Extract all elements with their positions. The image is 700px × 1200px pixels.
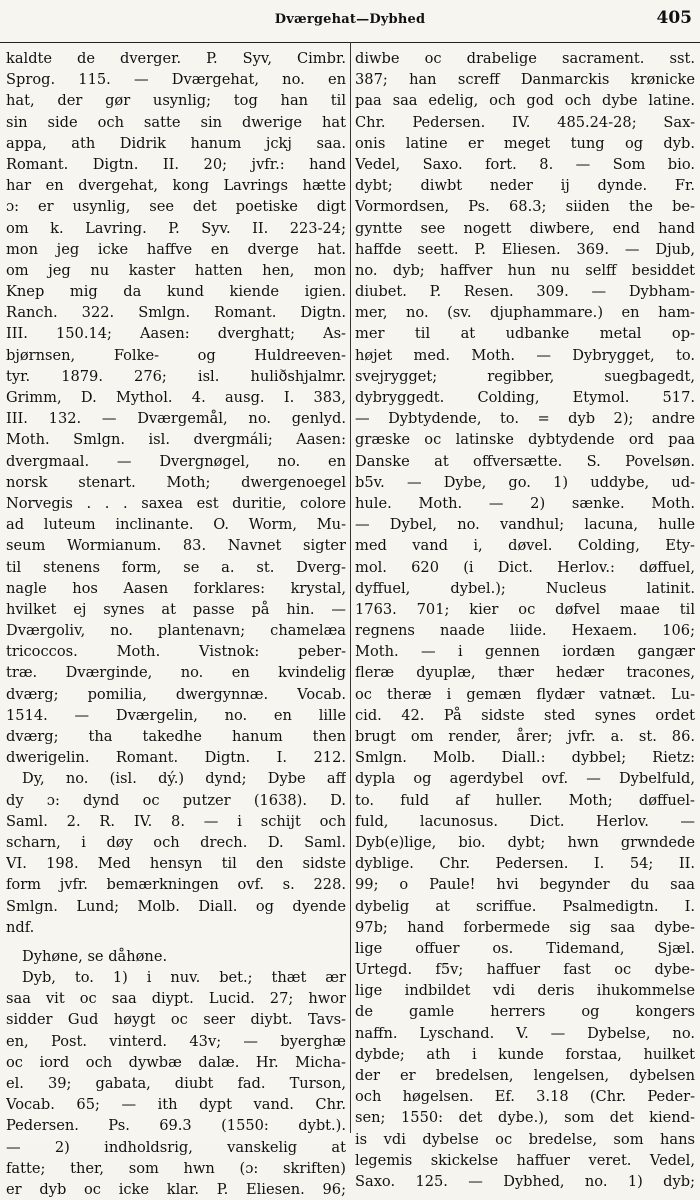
text-line: Vocab. 65; — ith dypt vand. Chr. [6, 1096, 346, 1114]
text-line: har en dvergehat, kong Lavrings hætte [6, 177, 346, 195]
column-divider [350, 42, 351, 1133]
text-line: legemis skickelse haffuer veret. Vedel, [355, 1151, 695, 1169]
text-line: el. 39; gabata, diubt fad. Turson, [6, 1075, 346, 1092]
text-line: sidder Gud høygt oc seer diybt. Tavs- [6, 1011, 346, 1029]
text-line: Norvegis . . . saxea est duritie, colore [6, 494, 346, 512]
text-line: appa, ath Didrik hanum jckj saa. [6, 134, 346, 152]
text-line: dybt; diwbt neder ij dynde. Fr. [355, 177, 695, 195]
text-line: Grimm, D. Mythol. 4. ausg. I. 383, [6, 389, 346, 406]
text-line: paa saa edelig, och god och dybe latine. [355, 92, 695, 110]
text-line: Chr. Pedersen. IV. 485.24-28; Sax- [355, 113, 695, 131]
text-line: dyffuel, dybel.); Nucleus latinit. [355, 579, 695, 597]
text-line: de gamle herrers og kongers [355, 1003, 695, 1021]
text-line: Dyb(e)lige, bio. dybt; hwn grwndede [355, 833, 695, 851]
text-line: Smlgn. Molb. Diall.: dybbel; Rietz: [355, 749, 695, 767]
text-line: dy ɔ: dynd oc putzer (1638). D. [6, 791, 346, 809]
text-line: ndf. [6, 918, 35, 936]
text-line: Saml. 2. R. IV. 8. — i schijt och [6, 812, 346, 830]
text-line: fleræ dyuplæ, thær hedær tracones, [355, 664, 695, 682]
page-number: 405 [656, 8, 692, 28]
text-line: onis latine er meget tung og dyb. [355, 134, 695, 152]
text-line: dyblige. Chr. Pedersen. I. 54; II. [355, 855, 695, 873]
text-line: til stenens form, se a. st. Dverg- [6, 558, 346, 576]
text-line: cid. 42. På sidste sted synes ordet [355, 706, 695, 724]
text-line: Ranch. 322. Smlgn. Romant. Digtn. [6, 304, 346, 322]
text-line: mol. 620 (i Dict. Herlov.: døffuel, [355, 558, 695, 576]
text-line: dybryggedt. Colding, Etymol. 517. [355, 389, 695, 406]
text-line: dværg; pomilia, dwergynnæ. Vocab. [6, 685, 346, 703]
text-line: kaldte de dverger. P. Syv, Cimbr. [6, 50, 346, 67]
text-line: dvergmaal. — Dvergnøgel, no. en [6, 452, 346, 470]
text-line: Sprog. 115. — Dværgehat, no. en [6, 71, 346, 89]
running-head: Dværgehat—Dybhed [274, 12, 426, 27]
text-line: diubet. P. Resen. 309. — Dybham- [355, 283, 695, 301]
text-line: naffn. Lyschand. V. — Dybelse, no. [355, 1024, 695, 1042]
text-line: — 2) indholdsrig, vanskelig at [6, 1138, 346, 1156]
text-line: hvilket ej synes at passe på hin. — [6, 600, 346, 618]
text-line: no. dyb; haffver hun nu selff besiddet [355, 261, 695, 279]
text-line: mer til at udbanke metal op- [355, 325, 695, 343]
text-line: form jvfr. bemærkningen ovf. s. 228. [6, 876, 346, 894]
text-line: om k. Lavring. P. Syv. II. 223-24; [6, 219, 346, 237]
text-line: en, Post. vinterd. 43v; — byerghæ [6, 1032, 346, 1050]
text-line: ad luteum inclinante. O. Worm, Mu- [6, 516, 346, 534]
text-line: Dyhøne, se dåhøne. [22, 947, 168, 965]
text-line: gyntte see nogett diwbere, end hand [355, 219, 695, 237]
text-line: dypla og agerdybel ovf. — Dybelfuld, [355, 770, 695, 788]
text-line: fatte; ther, som hwn (ɔ: skriften) [6, 1159, 346, 1177]
page-header [0, 8, 700, 30]
left-column [6, 48, 346, 1200]
text-line: — Dybel, no. vandhul; lacuna, hulle [355, 516, 695, 534]
text-line: Vedel, Saxo. fort. 8. — Som bio. [355, 155, 695, 173]
text-line: brugt om render, årer; jvfr. a. st. 86. [355, 728, 695, 745]
text-line: Pedersen. Ps. 69.3 (1550: dybt.). [6, 1117, 346, 1135]
text-line: tricoccos. Moth. Vistnok: peber- [6, 643, 346, 661]
text-line: to. fuld af huller. Moth; døffuel- [355, 791, 695, 809]
text-line: sen; 1550: det dybe.), som det kiend- [355, 1109, 695, 1127]
text-line: Vormordsen, Ps. 68.3; siiden the be- [355, 198, 695, 216]
text-line: mon jeg icke haffve en dverge hat. [6, 240, 346, 258]
text-line: dybelig at scriffue. Psalmedigtn. I. [355, 897, 695, 915]
text-line: b5v. — Dybe, go. 1) uddybe, ud- [355, 473, 695, 491]
text-line: Romant. Digtn. II. 20; jvfr.: hand [6, 155, 346, 173]
text-line: dwerigelin. Romant. Digtn. I. 212. [6, 749, 346, 767]
text-line: fuld, lacunosus. Dict. Herlov. — [355, 812, 695, 830]
text-line: 99; o Paule! hvi begynder du saa [355, 876, 695, 894]
text-line: Moth. — i gennen iordæn gangær [355, 643, 695, 661]
text-line: højet med. Moth. — Dybrygget, to. [355, 346, 695, 364]
text-line: tyr. 1879. 276; isl. huliðshjalmr. [6, 367, 346, 385]
text-line: dybde; ath i kunde forstaa, huilket [355, 1045, 695, 1063]
text-line: VI. 198. Med hensyn til den sidste [6, 855, 346, 873]
text-line: Urtegd. f5v; haffuer fast oc dybe- [355, 961, 695, 979]
text-line: saa vit oc saa diypt. Lucid. 27; hwor [6, 990, 346, 1008]
text-line: græske oc latinske dybtydende ord paa [355, 431, 695, 449]
text-line: oc iord och dywbæ dalæ. Hr. Micha- [6, 1053, 346, 1071]
text-line: Dværgoliv, no. plantenavn; chamelæa [6, 622, 346, 640]
text-line: diwbe oc drabelige sacrament. sst. [355, 50, 695, 67]
text-line: 97b; hand forbermede sig saa dybe- [355, 918, 695, 936]
text-line: 1763. 701; kier oc døfvel maae til [355, 600, 695, 618]
text-line: oc theræ i gemæn flydær vatnæt. Lu- [355, 685, 695, 703]
text-line: Dyb, to. 1) i nuv. bet.; thæt ær [22, 969, 346, 987]
text-line: ɔ: er usynlig, see det poetiske digt [6, 198, 346, 216]
text-line: 1514. — Dværgelin, no. en lille [6, 706, 346, 724]
text-line: och høgelsen. Ef. 3.18 (Chr. Peder- [355, 1088, 695, 1106]
text-line: seum Wormianum. 83. Navnet sigter [6, 537, 346, 555]
text-line: lige indbildet vdi deris ihukommelse [355, 982, 695, 1000]
text-line: bjørnsen, Folke- og Huldreeven- [6, 346, 346, 364]
text-line: svejrygget; regibber, suegbagedt, [355, 367, 695, 385]
text-line: III. 132. — Dværgemål, no. genlyd. [6, 410, 346, 428]
text-line: Danske at offversætte. S. Povelsøn. [355, 452, 695, 470]
text-line: nagle hos Aasen forklares: krystal, [6, 579, 346, 597]
text-line: er dyb oc icke klar. P. Eliesen. 96; [6, 1180, 346, 1198]
text-line: der er bredelsen, lengelsen, dybelsen [355, 1067, 695, 1084]
text-line: lige offuer os. Tidemand, Sjæl. [355, 939, 695, 957]
text-line: scharn, i døy och drech. D. Saml. [6, 833, 346, 851]
text-line: 387; han screff Danmarckis krønicke [355, 71, 695, 89]
text-line: hule. Moth. — 2) sænke. Moth. [355, 494, 695, 512]
text-line: Smlgn. Lund; Molb. Diall. og dyende [6, 897, 346, 915]
text-line: is vdi dybelse oc bredelse, som hans [355, 1130, 695, 1148]
text-line: med vand i, døvel. Colding, Ety- [355, 537, 695, 555]
text-line: — Dybtydende, to. = dyb 2); andre [355, 410, 695, 428]
text-line: sin side och satte sin dwerige hat [6, 113, 346, 131]
text-line: Saxo. 125. — Dybhed, no. 1) dyb; [355, 1172, 695, 1190]
text-line: regnens naade liide. Hexaem. 106; [355, 622, 695, 640]
text-line: III. 150.14; Aasen: dverghatt; As- [6, 325, 346, 343]
text-line: om jeg nu kaster hatten hen, mon [6, 261, 346, 279]
text-line: hat, der gør usynlig; tog han til [6, 92, 346, 110]
right-column [355, 48, 695, 1192]
text-line: haffde seett. P. Eliesen. 369. — Djub, [355, 240, 695, 258]
text-line: Dy, no. (isl. dý.) dynd; Dybe aff [22, 770, 346, 788]
text-line: træ. Dværginde, no. en kvindelig [6, 664, 346, 682]
text-line: dværg; tha takedhe hanum then [6, 728, 346, 745]
text-line: Knep mig da kund kiende igien. [6, 283, 346, 301]
text-line: norsk stenart. Moth; dwergenoegel [6, 473, 346, 491]
text-line: mer, no. (sv. djuphammare.) en ham- [355, 304, 695, 322]
text-line: Moth. Smlgn. isl. dvergmáli; Aasen: [6, 431, 346, 449]
